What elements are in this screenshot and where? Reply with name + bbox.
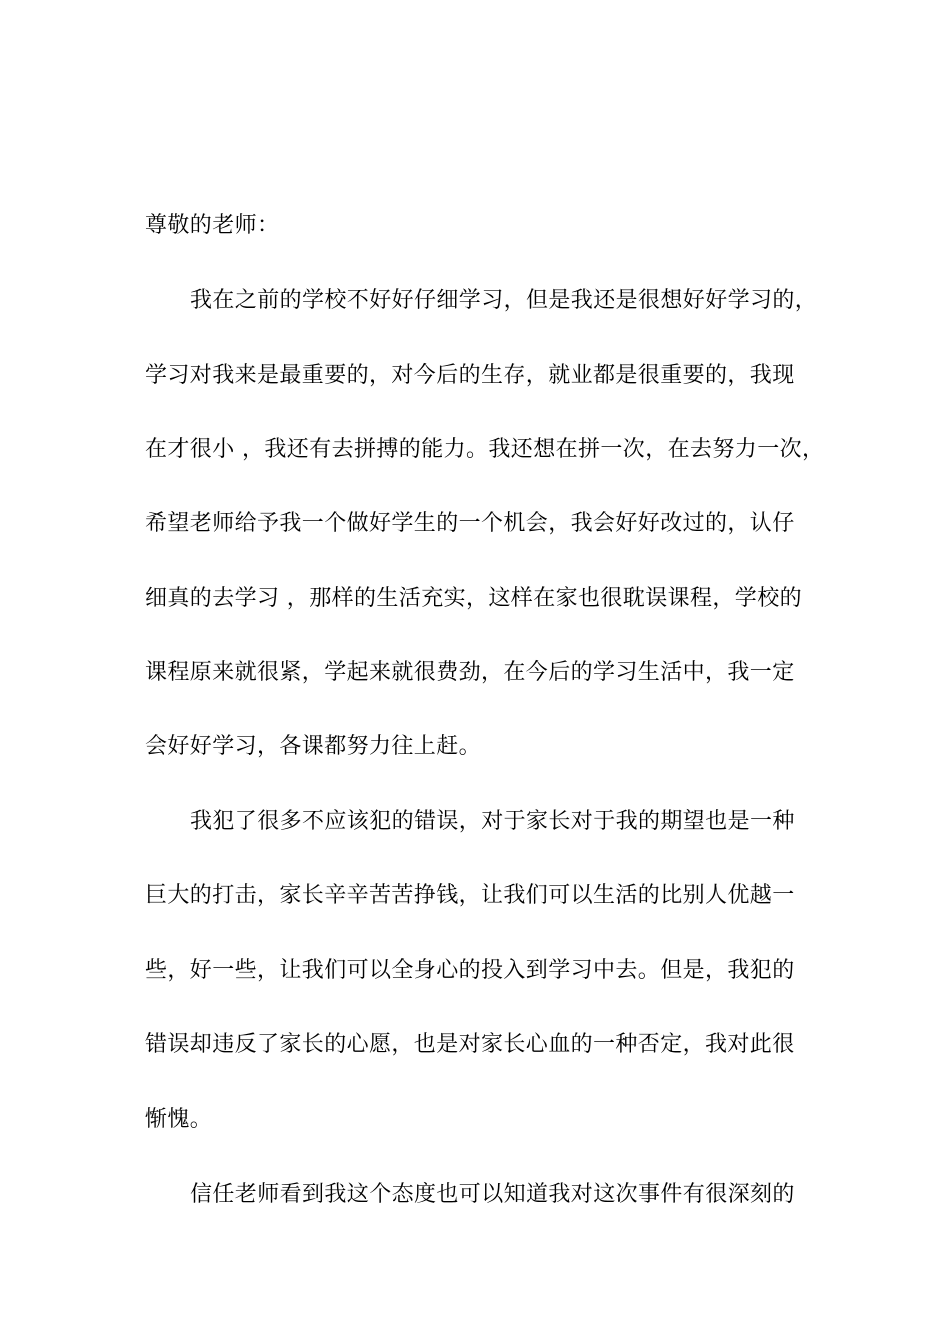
paragraph-2-line-2: 巨大的打击，家长辛辛苦苦挣钱，让我们可以生活的比别人优越一 [145, 883, 795, 908]
paragraph-1-line-1: 我在之前的学校不好好仔细学习，但是我还是很想好好学习的， [190, 288, 818, 313]
paragraph-2-line-5: 惭愧。 [145, 1107, 213, 1132]
paragraph-1-line-7: 会好好学习，各课都努力往上赶。 [145, 734, 482, 759]
paragraph-1-line-6: 课程原来就很紧，学起来就很费劲，在今后的学习生活中，我一定 [145, 660, 795, 685]
paragraph-1-line-3: 在才很小 ，我还有去拼搏的能力。我还想在拼一次，在去努力一次， [145, 437, 825, 462]
paragraph-2-line-4: 错误却违反了家长的心愿，也是对家长心血的一种否定，我对此很 [145, 1032, 795, 1057]
paragraph-1-line-2: 学习对我来是最重要的，对今后的生存，就业都是很重要的，我现 [145, 363, 795, 388]
paragraph-2-line-3: 些，好一些，让我们可以全身心的投入到学习中去。但是，我犯的 [145, 958, 795, 983]
paragraph-2-line-1: 我犯了很多不应该犯的错误，对于家长对于我的期望也是一种 [190, 809, 795, 834]
salutation: 尊敬的老师： [145, 213, 280, 238]
paragraph-3-line-1: 信任老师看到我这个态度也可以知道我对这次事件有很深刻的 [190, 1182, 795, 1207]
paragraph-1-line-5: 细真的去学习 ，那样的生活充实，这样在家也很耽误课程，学校的 [145, 586, 802, 611]
paragraph-1-line-4: 希望老师给予我一个做好学生的一个机会，我会好好改过的，认仔 [145, 511, 795, 536]
